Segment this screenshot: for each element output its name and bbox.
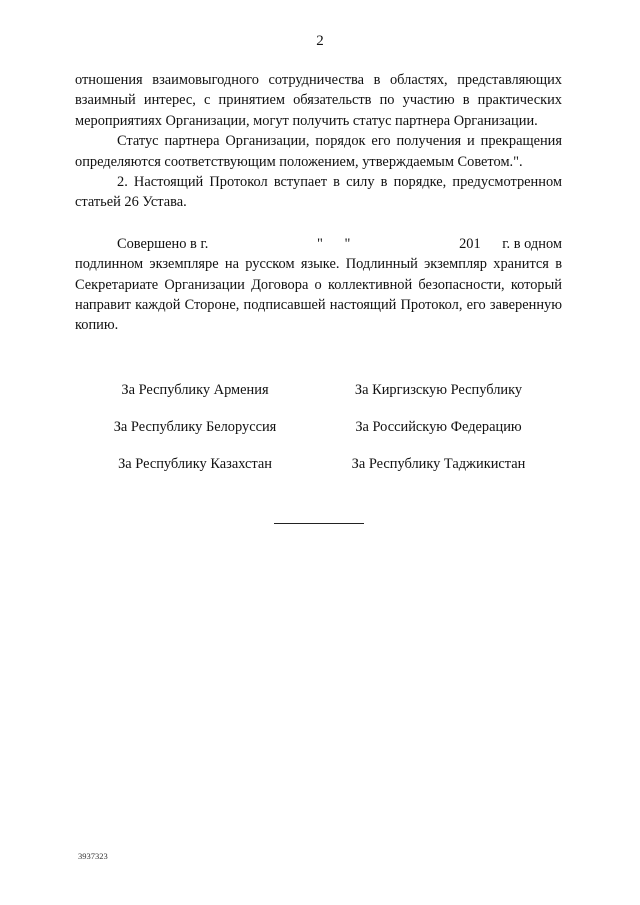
signature-russia: За Российскую Федерацию: [355, 419, 522, 435]
page-number: 2: [316, 33, 324, 49]
signature-block: [75, 380, 562, 491]
paragraph-gap: [75, 213, 562, 234]
paragraph-continuation: отношения взаимовыгодного сотрудничества в областях, представляющих взаимный интерес, с принятием обязательств по участию в практических мероприятиях Организации, могут получить статус партнера Организации.: [75, 72, 562, 129]
signature-armenia: За Республику Армения: [121, 382, 269, 398]
done-at-line: [75, 234, 562, 254]
done-at-day: " ": [317, 235, 351, 252]
done-at-city: Совершено в г.: [117, 235, 209, 252]
signature-row: [75, 417, 562, 437]
signature-row: [75, 380, 562, 400]
paragraph-done-at: подлинном экземпляре на русском языке. Подлинный экземпляр хранится в Секретариате Организации Договора о коллективной безопасности, который направит каждой Стороне, подписавшей настоящий Протокол, его заверенную копию.: [75, 256, 562, 334]
signature-kazakhstan: За Республику Казахстан: [118, 456, 272, 472]
signature-tajikistan: За Республику Таджикистан: [351, 456, 526, 472]
signature-row: [75, 454, 562, 474]
paragraph-entry-into-force: 2. Настоящий Протокол вступает в силу в порядке, предусмотренном статьей 26 Устава.: [75, 174, 562, 211]
document-body: [75, 70, 562, 336]
paragraph-partner-status: Статус партнера Организации, порядок его получения и прекращения определяются соответствующим положением, утверждаемым Советом.".: [75, 133, 562, 170]
done-at-year: 201 г. в одном: [459, 235, 562, 252]
document-id: 3937323: [78, 851, 108, 861]
signature-kyrgyzstan: За Киргизскую Республику: [354, 382, 523, 398]
signature-belarus: За Республику Белоруссия: [113, 419, 277, 435]
end-of-document-rule: [274, 523, 364, 524]
